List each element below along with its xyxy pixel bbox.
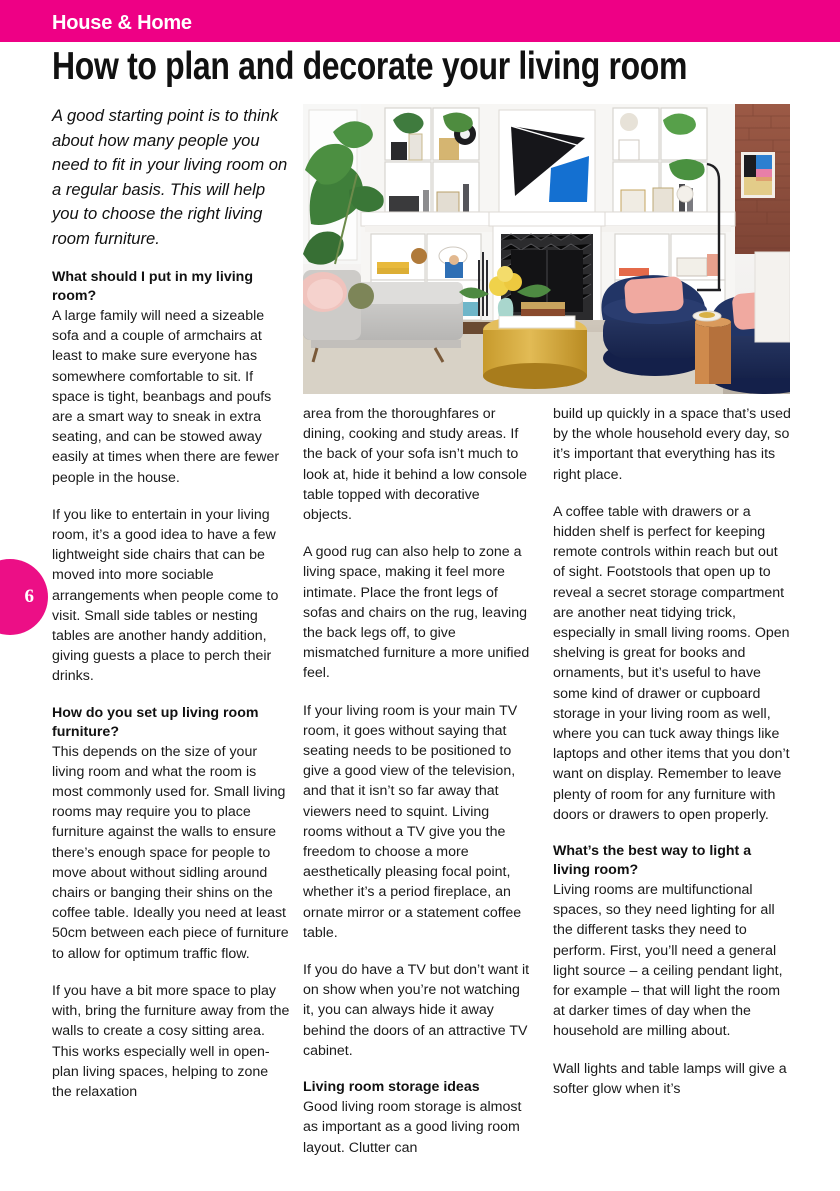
- col2-paragraph-4: If you do have a TV but don’t want it on show when you’re not watching it, you can always hide it away behind the doors of an attractive TV cabinet.: [303, 962, 530, 1059]
- article-standfirst: A good starting point is to think about how many people you need to fit in your living room on a regular basis. This will help you to choose the right living room furniture.: [52, 106, 288, 248]
- article-headline: How to plan and decorate your living room: [52, 45, 688, 88]
- subheading-whats-the-best-way-to-light: What’s the best way to light a living room?: [553, 843, 752, 879]
- col2-paragraph-1: area from the thoroughfares or dining, cooking and study areas. If the back of your sofa isn’t much to look at, hide it behind a low console table topped with decorative objects.: [303, 406, 527, 524]
- col2-paragraph-5: Good living room storage is almost as important as a good living room layout. Clutter can: [303, 1099, 522, 1156]
- col3-paragraph-2: A coffee table with drawers or a hidden shelf is perfect for keeping remote controls within reach but out of sight. Footstools that open up to reveal a secret storage compartment are another neat tidying trick, especially in small living rooms. Open shelving is great for books and ornaments, but it’s useful to have some kind of drawer or cupboard storage in your living room as well, where you can tuck away things like laptops and other items that you don’t want on display. Remember to leave plenty of room for any furniture with doors or drawers to open properly.: [553, 503, 790, 823]
- article-column-1: [52, 104, 290, 1102]
- col2-paragraph-2: A good rug can also help to zone a living space, making it feel more intimate. Place the front legs of sofas and chairs on the rug, leaving the back legs off, to give mismatched furniture a more unified feel.: [303, 544, 530, 682]
- article-column-2: [303, 404, 531, 1158]
- hero-photo-living-room: [303, 104, 790, 394]
- col1-paragraph-4: If you have a bit more space to play with, bring the furniture away from the walls to create a cosy sitting area. This works especially well in open-plan living spaces, helping to zone the relaxation: [52, 982, 290, 1100]
- subheading-living-room-storage-ideas: Living room storage ideas: [303, 1079, 480, 1096]
- col1-paragraph-1: A large family will need a sizeable sofa and a couple of armchairs at least to make sure everyone has somewhere comfortable to sit. If space is tight, beanbags and poufs are a smart way to sneak in extra seating, and can be stowed away easily at times when there are fewer people in the house.: [52, 308, 280, 486]
- col1-paragraph-2: If you like to entertain in your living room, it’s a good idea to have a few lightweight side chairs that can be moved into more sociable arrangements when people come to visit. Small side tables or nesting tables are another handy addition, giving guests a place to perch their drinks.: [52, 506, 279, 685]
- subheading-how-do-you-set-up: How do you set up living room furniture?: [52, 704, 259, 740]
- col3-paragraph-1: build up quickly in a space that’s used by the whole household every day, so it’s important that everything has its right place.: [553, 406, 791, 483]
- page-number-badge: [0, 559, 48, 635]
- col1-paragraph-3: This depends on the size of your living room and what the room is most commonly used for. Small living rooms may require you to place furniture against the walls to ensure there’s enough space for people to move about without sidling around chairs or banging their shins on the coffee table. Ideally you need at least 50cm between each piece of furniture to allow for optimum traffic flow.: [52, 743, 289, 962]
- col2-paragraph-3: If your living room is your main TV room, it goes without saying that seating needs to be positioned to give a good view of the television, and that it isn’t so far away that viewers need to squint. Living rooms without a TV give you the freedom to choose a more aesthetically pleasing focal point, whether it’s a period fireplace, an ornate mirror or a statement coffee table.: [303, 702, 522, 941]
- col3-paragraph-3: Living rooms are multifunctional spaces, so they need lighting for all the different tasks they need to perform. First, you’ll need a general light source – a ceiling pendant light, for example – that will light the room at darker times of day when the household are milling about.: [553, 882, 783, 1040]
- hero-photo-illustration: [303, 104, 790, 394]
- article-column-3: [553, 404, 791, 1099]
- col3-paragraph-4: Wall lights and table lamps will give a softer glow when it’s: [553, 1060, 787, 1097]
- page-number-value: 6: [24, 586, 34, 607]
- subheading-what-should-i-put: What should I put in my living room?: [52, 269, 253, 304]
- section-kicker-label: House & Home: [52, 12, 192, 34]
